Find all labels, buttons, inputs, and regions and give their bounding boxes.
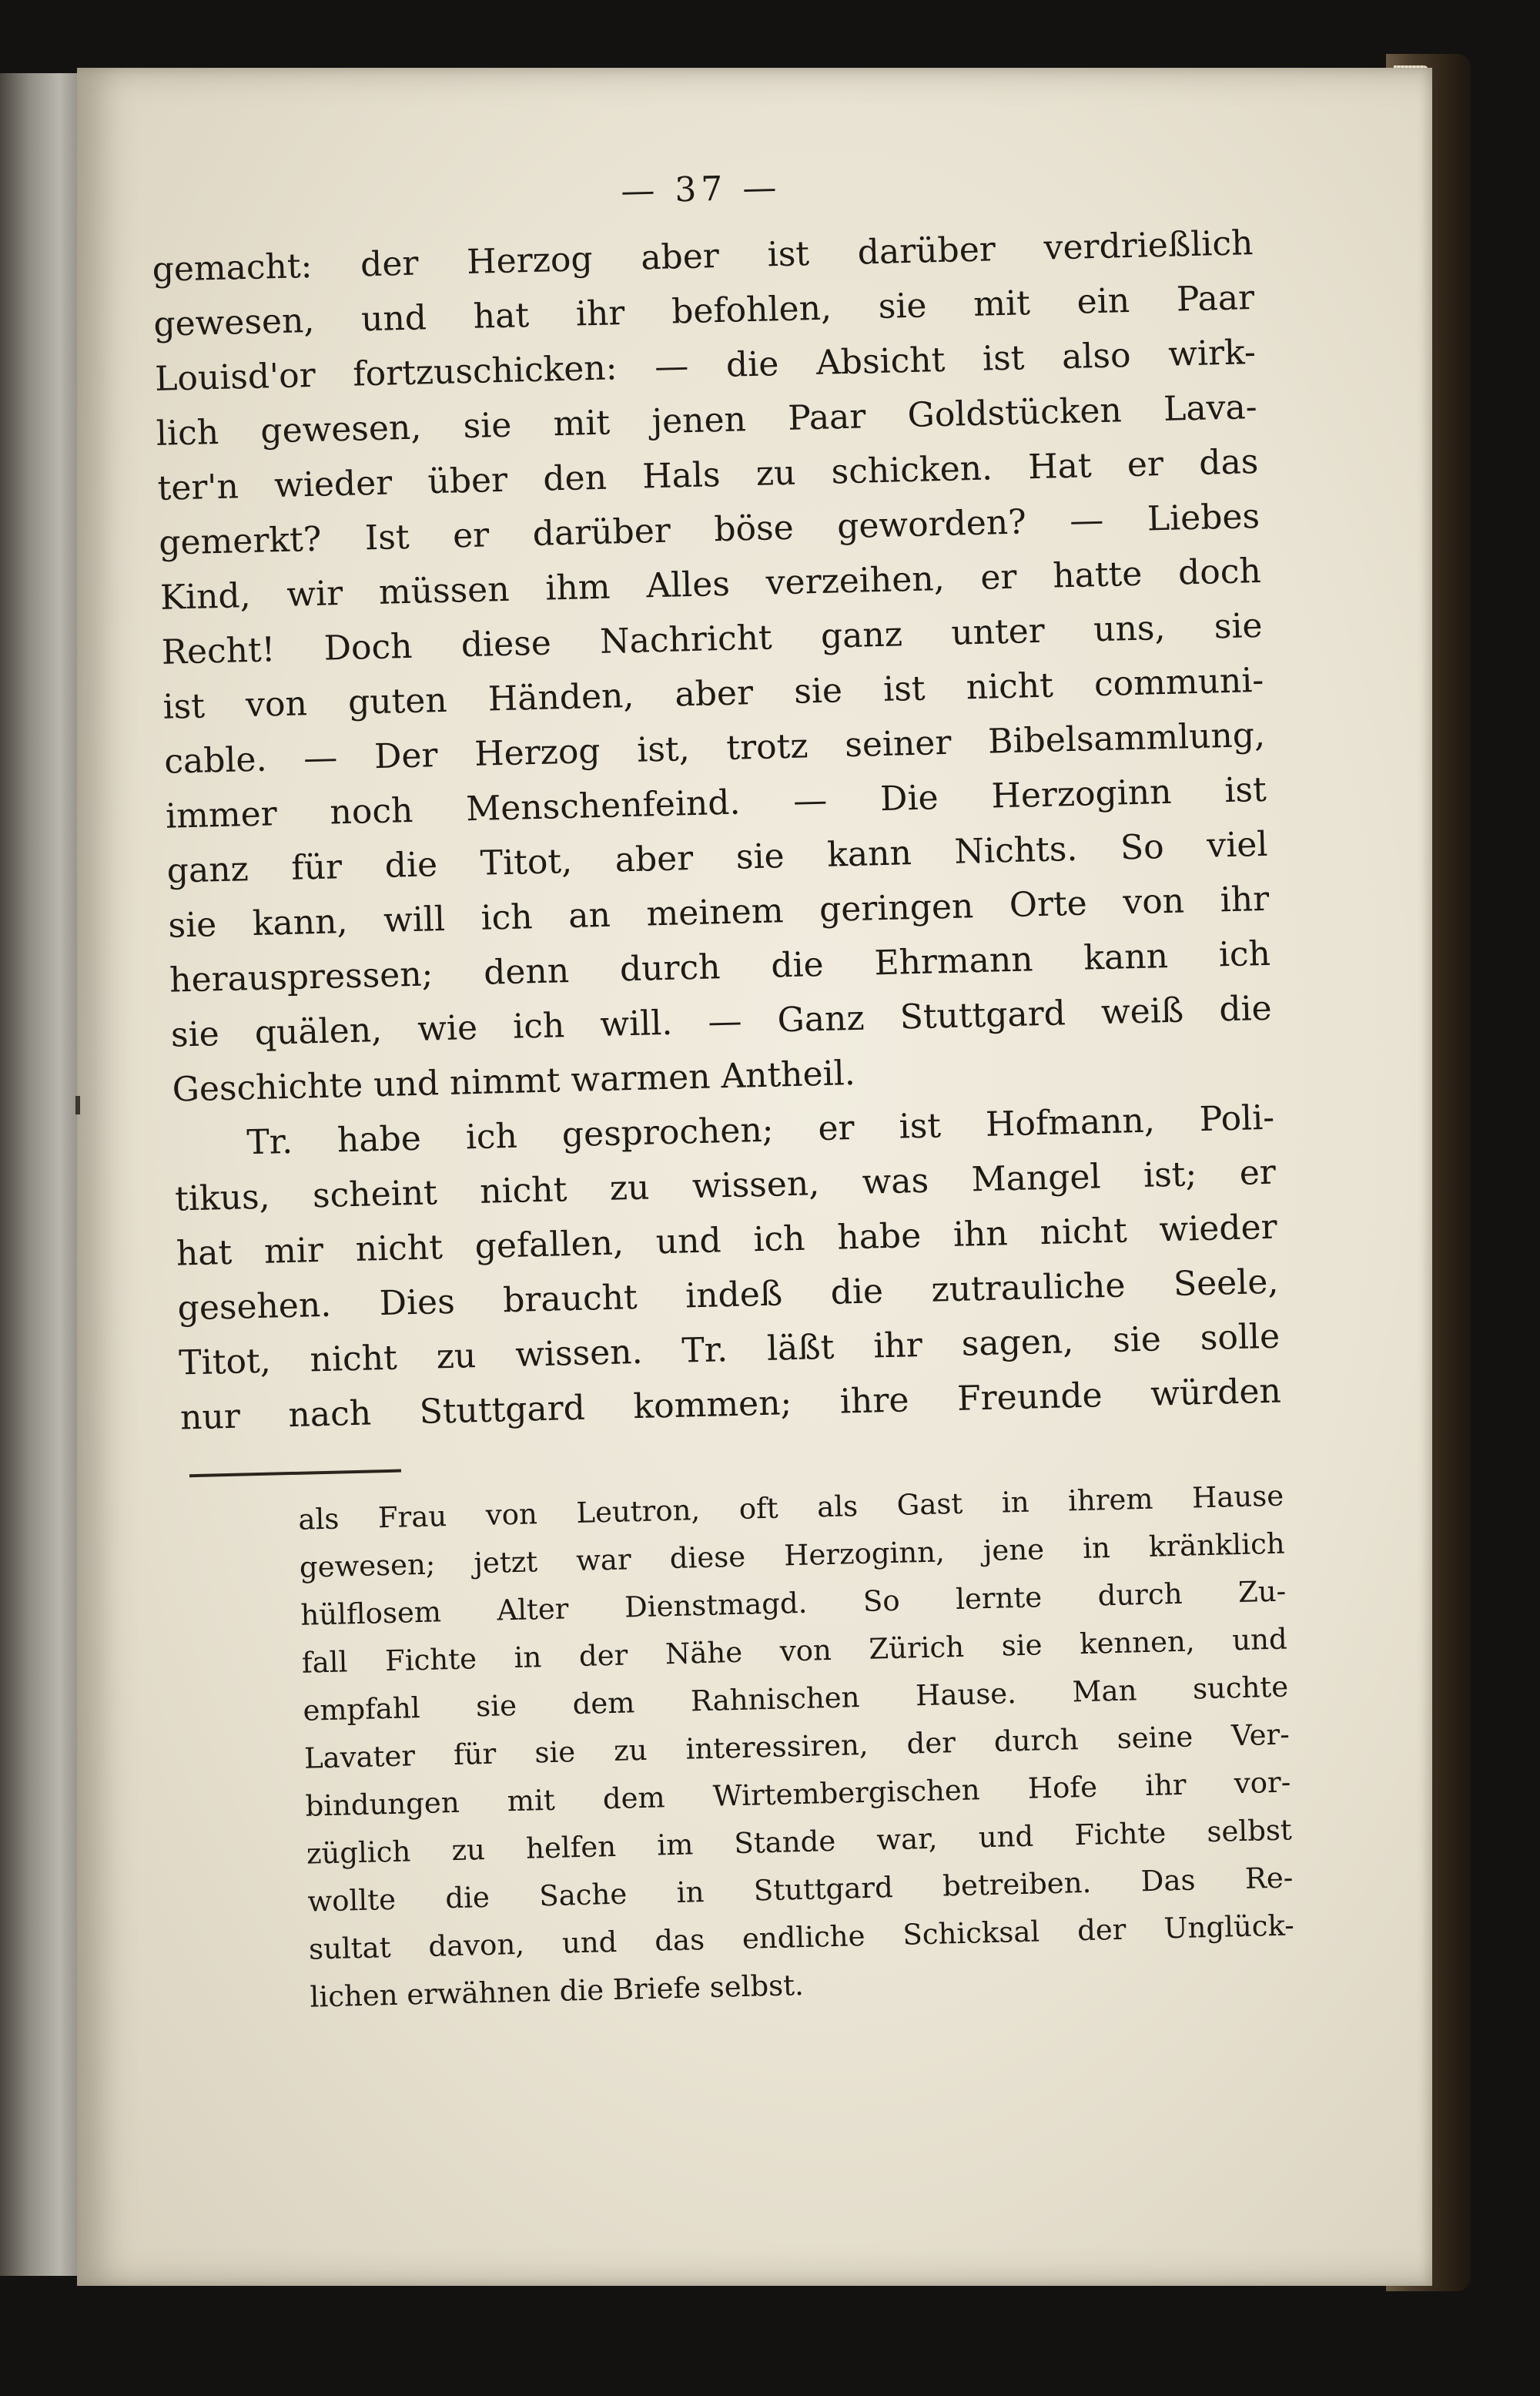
footnote-line: fall Fichte in der Nähe von Zürich sie kennen, und (301, 1622, 1288, 1680)
text-line: herauspressen; denn durch die Ehrmann kann ich (169, 933, 1271, 1000)
text-line: hat mir nicht gefallen, und ich habe ihn nicht wieder (176, 1207, 1278, 1274)
paragraph-1 (152, 216, 1274, 1118)
footnote-line: gewesen; jetzt war diese Herzoginn, jene in kränklich (299, 1526, 1286, 1584)
text-line: nur nach Stuttgard kommen; ihre Freunde würden (179, 1371, 1282, 1438)
page-content (150, 156, 1296, 2024)
text-line: immer noch Menschenfeind. — Die Herzoginn ist (165, 769, 1267, 836)
text-line: cable. — Der Herzog ist, trotz seiner Bibelsammlung, (163, 715, 1266, 782)
book-page (77, 68, 1432, 2286)
footnote-rule (189, 1469, 401, 1478)
text-line: Tr. habe ich gesprochen; er ist Hofmann, Poli- (246, 1097, 1275, 1163)
text-line: ganz für die Titot, aber sie kann Nichts. So viel (166, 824, 1269, 891)
footnote-line: hülflosem Alter Dienstmagd. So lernte durch Zu- (300, 1574, 1287, 1632)
text-line: sie quälen, wie ich will. — Ganz Stuttgard weiß die (170, 988, 1273, 1055)
text-line: Kind, wir müssen ihm Alles verzeihen, er hatte doch (159, 551, 1262, 618)
footnote-line: lichen erwähnen die Briefe selbst. (310, 1968, 805, 2014)
text-line: gewesen, und hat ihr befohlen, sie mit ein Paar (152, 278, 1255, 344)
text-line: Geschichte und nimmt warmen Antheil. (172, 1053, 856, 1110)
footnote-line: wollte die Sache in Stuttgard betreiben. Das Re- (307, 1861, 1294, 1918)
text-line: tikus, scheint nicht zu wissen, was Mangel ist; er (174, 1152, 1277, 1219)
gutter-mark (75, 1096, 80, 1114)
text-line: sie kann, will ich an meinem geringen Orte von ihr (167, 879, 1270, 946)
facing-page-edge (0, 73, 85, 2276)
footnote-line: sultat davon, und das endliche Schicksal der Unglück- (308, 1908, 1295, 1966)
paragraph-2 (173, 1091, 1282, 1446)
main-text (152, 216, 1282, 1445)
footnote (182, 1473, 1296, 2025)
footnote-line: Lavater für sie zu interessiren, der durch seine Ver- (303, 1717, 1291, 1775)
footnote-line: züglich zu helfen im Stande war, und Fichte selbst (306, 1813, 1293, 1871)
footnote-line: als Frau von Leutron, oft als Gast in ihrem Hause (297, 1479, 1284, 1536)
text-line: ter'n wieder über den Hals zu schicken. Hat er das (157, 441, 1259, 508)
text-line: gemerkt? Ist er darüber böse geworden? — Liebes (158, 496, 1260, 563)
text-line: gesehen. Dies braucht indeß die zutrauliche Seele, (177, 1262, 1279, 1329)
footnote-paragraph (298, 1473, 1296, 2022)
footnote-line: bindungen mit dem Wirtembergischen Hofe ihr vor- (305, 1765, 1291, 1823)
text-line: ist von guten Händen, aber sie ist nicht communi- (162, 660, 1264, 727)
footnote-line: empfahl sie dem Rahnischen Hause. Man suchte (302, 1670, 1289, 1727)
text-line: Titot, nicht zu wissen. Tr. läßt ihr sagen, sie solle (178, 1316, 1281, 1383)
text-line: lich gewesen, sie mit jenen Paar Goldstücken Lava- (156, 387, 1258, 454)
text-line: gemacht: der Herzog aber ist darüber verdrießlich (152, 223, 1254, 290)
text-line: Louisd'or fortzuschicken: — die Absicht ist also wirk- (154, 332, 1257, 399)
page-number: — 37 — (620, 167, 782, 212)
text-line: Recht! Doch diese Nachricht ganz unter uns, sie (161, 605, 1264, 672)
